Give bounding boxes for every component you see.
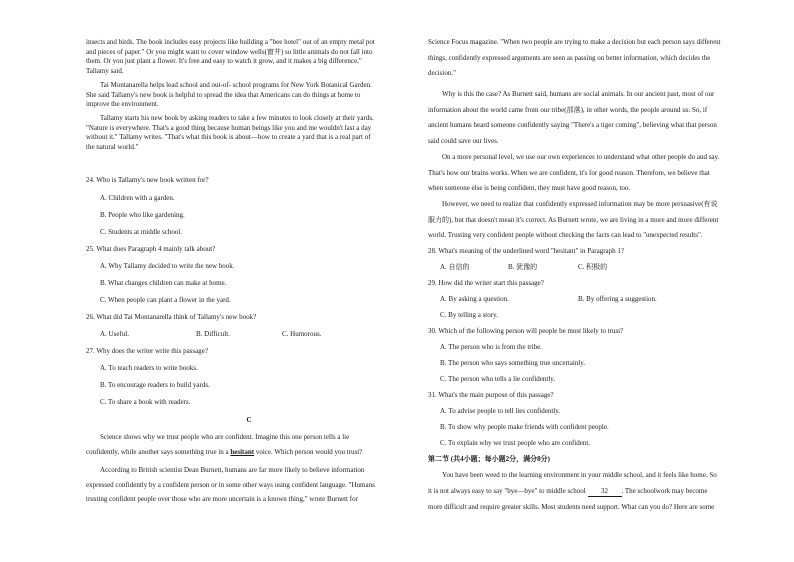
q30-option-a: A. The person who is from the tribe. [440,343,542,351]
q24-option-a: A. Children with a garden. [100,194,175,202]
text-line: However, we need to realize that confidently expressed information may be more persuasive(有说 [442,200,718,208]
paragraph-however [428,200,756,241]
q28-option-a: A. 自信的 [440,263,470,271]
text-line: things, confidently expressed arguments are seen as passing on better information, which decides the [428,53,711,62]
text-line: "Nature is everywhere. That's a good thing because human beings like you and me wouldn't last a day [86,123,372,132]
text-line: and pieces of paper." Or you might want to cover window wells(窗井) so little animals do not fall into [86,47,373,56]
q25-option-a: A. Why Tallamy decided to write the new book. [100,262,235,270]
text-line: Tallamy said. [86,66,124,75]
text-line: expressed confidently by a confident person or in some other ways using confident language. "Humans [86,480,375,489]
q26-option-b: B. Difficult. [196,330,230,338]
q31-option-b: B. To show why people make friends with confident people. [440,423,609,431]
text-line: when someone else is being confident, they must have good reason, too. [428,184,631,192]
paragraph-bee-hotel [86,38,412,76]
paragraph-tallamy-starts [86,114,412,152]
text-line: said could save our lives. [428,136,499,145]
section-c-heading: C [246,416,252,424]
question-29: 29. How did the writer start this passage? [428,279,544,287]
text-line: ancient humans heard someone confidently saying "There's a tiger coming", believing what that person [428,121,717,129]
question-31: 31. What's the main purpose of this passage? [428,391,554,399]
text-line: improve the environment. [86,100,159,108]
text-line: world. Trusting very confident people without checking the facts can lead to "unexpected results". [428,231,703,239]
text-line: without it." Tallamy writes. "That's what this book is about—how to create a yard that is a real part of [86,133,371,141]
question-27: 27. Why does the writer write this passage? [86,347,208,355]
text-line: insects and birds. The book includes easy projects like building a "bee hotel" out of an empty metal pot [86,38,375,46]
text-line: confidently, while another says something true in a hesitant voice. Which person would you trust? [86,447,363,456]
q30-option-c: C. The person who tells a lie confidently. [440,375,556,383]
text-line: 服力的), but that doesn't mean it's correct. As Burnett wrote, we are living in a more and more different [428,215,719,224]
text-line: Tai Montanarella helps lead school and out-of- school programs for New York Botanical Garden. [100,81,372,89]
text-line: On a more personal level, we use our own experiences to understand what other people do and say. [442,153,720,161]
q26-option-a: A. Useful. [100,330,129,338]
q27-option-c: C. To share a book with readers. [100,398,191,406]
q31-option-a: A. To advise people to tell lies confidently. [440,407,561,415]
text-line: That's how our brains works. When we are confident, it's for good reason. Therefore, we believe that [428,168,710,177]
paragraph-burnett [86,466,412,505]
q24-option-b: B. People who like gardening. [100,211,185,219]
q25-option-c: C. When people can plant a flower in the yard. [100,296,231,304]
text-line: Tallamy starts his new book by asking readers to take a few minutes to look closely at their yards. [100,114,374,122]
text-line: She said Tallamy's new book is helpful to spread the idea that Americans can do things at home to [86,90,361,99]
paragraph-science-focus [428,38,756,79]
q29-option-a: A. By asking a question. [440,295,509,303]
text-line: it is not always easy to say "bye—bye" to middle school 32 . The schoolwork may become [428,487,756,498]
section-2-heading: 第二节 (共4小题；每小题2分，满分8分) [428,455,550,463]
question-28: 28. What's meaning of the underlined word "hesitant" in Paragraph 1? [428,247,624,255]
paragraph-why-is-this [428,90,756,146]
question-25: 25. What does Paragraph 4 mainly talk about? [86,245,216,253]
q31-option-c: C. To explain why we trust people who are confident. [440,439,591,447]
text-line: Science Focus magazine. "When two people are trying to make a decision but each person says different [428,38,721,46]
paragraph-science-shows [86,433,412,457]
text-line: Why is this the case? As Burnett said, humans are social animals. In our ancient past, most of our [442,90,715,98]
q28-option-c: C. 积极的 [578,263,608,271]
q29-option-c: C. By telling a story. [440,311,498,319]
question-24: 24. Who is Tallamy's new book written for? [86,176,209,184]
text-line: You have been weed to the learning environment in your middle school, and it feels like home. So [442,471,717,479]
text-line: information about the world came from our tribe(部落), in other words, the people around us. So, if [428,105,708,114]
paragraph-cloze [428,471,756,513]
paragraph-personal-level [428,153,756,194]
text-line: Science shows why we trust people who are confident. Imagine this one person tells a lie [100,433,350,441]
q26-option-c: C. Humorous. [282,330,322,338]
q29-option-b: B. By offering a suggestion. [578,295,657,303]
text-line: them. Or you just plant a flower. It's free and easy to watch it grow, and it makes a big difference," [86,57,362,65]
q30-option-b: B. The person who says something true uncertainly. [440,359,586,367]
question-26: 26. What did Tai Montanarella think of Tallamy's new book? [86,313,257,321]
question-30: 30. Which of the following person will people be most likely to trust? [428,327,624,335]
underlined-word-hesitant: hesitant [230,447,255,456]
q25-option-b: B. What changes children can make at home. [100,279,227,287]
q24-option-c: C. Students at middle school. [100,228,183,236]
q27-option-b: B. To encourage readers to build yards. [100,381,210,389]
q27-option-a: A. To teach readers to write books. [100,364,198,372]
text-line: According to British scientist Dean Burnett, humans are far more likely to believe information [100,466,365,474]
text-line: trusting confident people over those who are more uncertain is a known thing," wrote Burnett for [86,495,358,503]
q28-option-b: B. 犹豫的 [508,263,538,271]
text-line: more difficult and require greater skills. Most students need support. What can you do? Here are some [428,503,715,511]
text-line: decision." [428,69,456,77]
blank-32: 32 [588,487,622,498]
paragraph-montanarella [86,81,412,110]
text-line: the natural world." [86,142,139,151]
